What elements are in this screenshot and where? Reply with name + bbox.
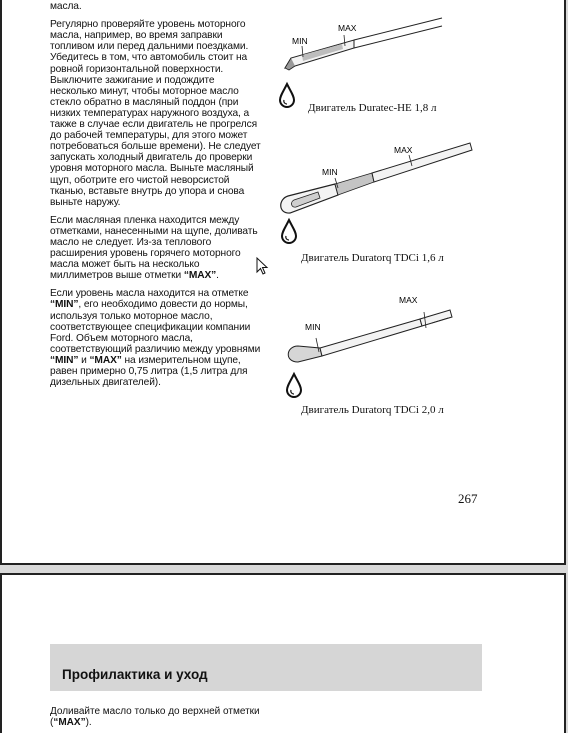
page2-paragraph-text: Доливайте масло только до верхней отметки ( xyxy=(50,706,260,728)
figure-caption-2: Двигатель Duratorq TDCi 1,6 л xyxy=(301,252,444,264)
fig3-min-label: MIN xyxy=(305,322,321,332)
fig1-max-label: MAX xyxy=(338,23,357,33)
oil-drop-icon xyxy=(280,84,294,107)
oil-drop-icon xyxy=(287,374,301,397)
paragraph-ignition-text: Выключите зажигание и подождите несколько минут, чтобы моторное масло стекло обратно в масляный поддон (при низких температурах наружного воздуха, а также в случае если двигатель не прогрелся до рабочей температуры, для этого может потребоваться больше времени). Не следует запускать холодный двигатель до проверки уровня моторного масла. Выньте масляный щуп, оботрите его чистой неворсистой тканью, вставьте внутрь до упора и снова выньте наружу. xyxy=(50,74,261,208)
dipstick-figures xyxy=(2,0,568,565)
oil-drop-icon xyxy=(282,220,296,243)
min-mark-label-2: “MIN” xyxy=(50,354,79,366)
figure-caption-3: Двигатель Duratorq TDCi 2,0 л xyxy=(301,404,444,416)
paragraph-min-level-mid: , его необходимо довести до нормы, используя только моторное масло, соответствующее спецификации компании Ford. Объем моторного масла, соответствующий различию между уровнями xyxy=(50,299,261,355)
paragraph-min-level-text: Если уровень масла находится на отметке xyxy=(50,288,249,300)
paragraph-check-level-text: Регулярно проверяйте уровень моторного масла, например, во время заправки топливом или перед дальними поездками. Убедитесь в том, что автомобиль стоит на ровной горизонтальной поверхности. xyxy=(50,19,249,75)
intro-line-2: масла. xyxy=(50,1,82,13)
dipstick-figure-1 xyxy=(280,18,442,107)
section-title: Профилактика и уход xyxy=(62,667,208,682)
figure-caption-1: Двигатель Duratec-HE 1,8 л xyxy=(308,102,437,114)
paragraph-between-marks-end: . xyxy=(216,270,219,282)
manual-page-next xyxy=(0,573,566,733)
fig2-max-label: MAX xyxy=(394,145,413,155)
dipstick-figure-2 xyxy=(281,143,472,243)
page2-max-label: “MAX” xyxy=(53,717,86,728)
fig1-min-label: MIN xyxy=(292,36,308,46)
page2-paragraph-end: ). xyxy=(85,717,92,728)
max-mark-label-2: “MAX” xyxy=(89,354,122,366)
paragraph-and: и xyxy=(78,354,90,366)
section-header-bar xyxy=(50,644,482,691)
paragraph-between-marks-text: Если масляная пленка находится между отметками, нанесенными на щупе, доливать масло не следует. Из-за теплового расширения уровень горячего моторного масла может быть на несколько миллиметров выше отметки xyxy=(50,214,258,282)
mouse-cursor-icon xyxy=(256,257,268,277)
fig3-max-label: MAX xyxy=(399,295,418,305)
page2-paragraph xyxy=(50,706,270,728)
paragraph-min-level-end: на измерительном щупе, равен примерно 0,75 литра (1,5 литра для дизельных двигателей). xyxy=(50,354,248,389)
page-number: 267 xyxy=(458,491,478,506)
fig2-min-label: MIN xyxy=(322,167,338,177)
max-mark-label: “MAX” xyxy=(183,270,217,282)
dipstick-figure-3 xyxy=(287,295,452,397)
min-mark-label: “MIN” xyxy=(50,299,79,311)
